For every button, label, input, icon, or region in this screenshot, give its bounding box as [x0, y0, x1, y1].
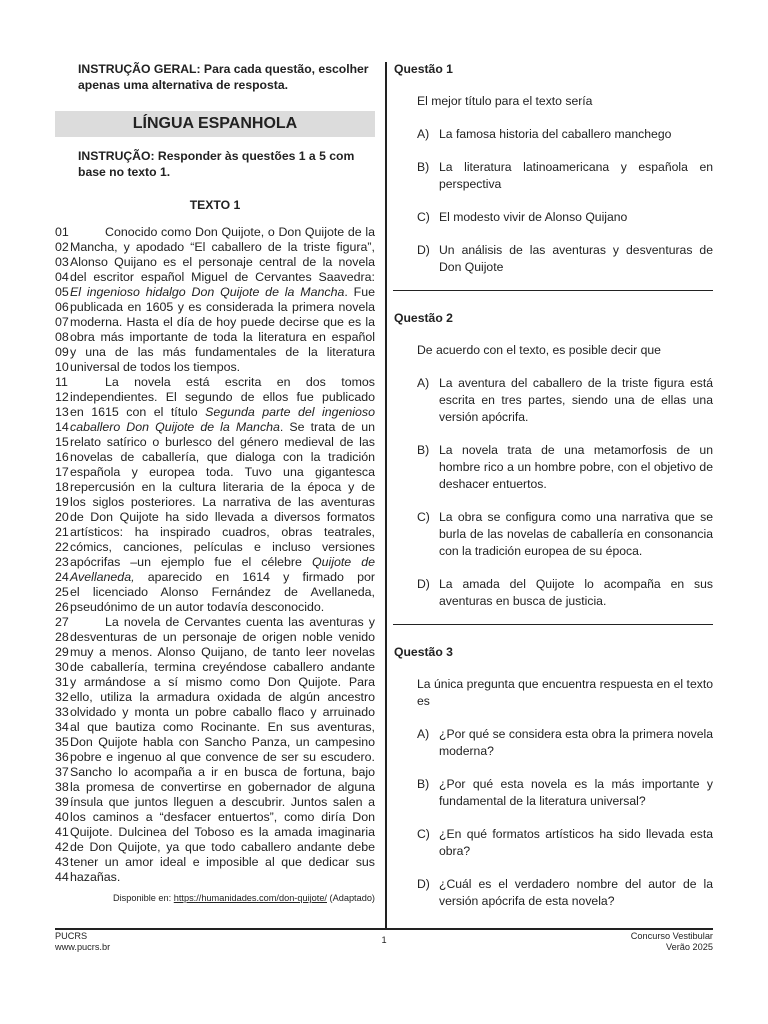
footer-exam: Concurso Vestibular: [630, 931, 713, 941]
option-text: ¿En qué formatos artísticos ha sido llevada esta obra?: [439, 827, 713, 858]
line-number: 09: [55, 345, 69, 360]
text-segment: artísticos: ha inspirado cuadros, obras teatrales,: [70, 525, 375, 540]
text-segment: tener un amor ideal e imposible al que dedicar sus: [70, 855, 375, 870]
line-number: 11: [55, 375, 68, 390]
option-letter: B): [417, 443, 430, 457]
text-segment: aparecido en 1614 y firmado por: [134, 570, 375, 585]
line-number: 13: [55, 405, 69, 420]
question-1: [393, 62, 713, 276]
text-line: [55, 450, 375, 465]
text-line: [55, 240, 375, 255]
line-number: 08: [55, 330, 69, 345]
text-line: [55, 510, 375, 525]
line-number: 21: [55, 525, 69, 540]
text-line: [55, 810, 375, 825]
text-line: [55, 600, 375, 615]
text-line: [55, 735, 375, 750]
line-number: 19: [55, 495, 69, 510]
line-text: [69, 840, 375, 855]
text-segment: publicada en 1605 y es considerada la primera novela: [70, 300, 375, 315]
line-text: [69, 540, 375, 555]
text-line: [55, 465, 375, 480]
text-line: [55, 840, 375, 855]
question-separator: [393, 624, 713, 625]
line-number: 12: [55, 390, 69, 405]
italic-title: Segunda parte del ingenioso: [205, 405, 376, 420]
answer-option[interactable]: [393, 509, 713, 560]
text-line: [55, 390, 375, 405]
line-number: 22: [55, 540, 69, 555]
option-text: La literatura latinoamericana y española en perspectiva: [439, 160, 713, 191]
text-line: [55, 330, 375, 345]
line-number: 15: [55, 435, 69, 450]
option-text: La obra se configura como una narrativa que se burla de las novelas de caballería en consonancia con la tradición europea de su época.: [439, 510, 713, 558]
text-line: [55, 570, 375, 585]
line-text: [69, 465, 375, 480]
source-citation: [55, 893, 375, 903]
source-suffix: (Adaptado): [326, 893, 375, 904]
text-segment: . Se trata de un: [279, 420, 375, 435]
line-text: [69, 510, 375, 525]
answer-option[interactable]: [393, 209, 713, 226]
text-line: [55, 300, 375, 315]
right-column: [393, 62, 713, 910]
line-number: 37: [55, 765, 69, 780]
text-line: [55, 525, 375, 540]
source-link[interactable]: https://humanidades.com/don-quijote/: [173, 893, 327, 904]
text-line: [55, 285, 375, 300]
line-number: 35: [55, 735, 69, 750]
option-letter: D): [417, 577, 430, 591]
option-letter: B): [417, 160, 430, 174]
line-text: [69, 810, 375, 825]
line-number: 03: [55, 255, 69, 270]
footer-left: [55, 931, 110, 953]
line-text: [69, 855, 375, 870]
text-instruction: INSTRUÇÃO: Responder às questões 1 a 5 com base no texto 1.: [78, 149, 355, 179]
question-title: Questão 2: [394, 311, 453, 325]
line-text: [69, 495, 375, 510]
text-line: [55, 405, 375, 420]
option-text: La famosa historia del caballero manchego: [439, 127, 672, 141]
text-segment: ínsula que juntos lleguen a descubrir. Juntos salen a: [70, 795, 375, 810]
reading-text: [55, 225, 375, 885]
line-number: 14: [55, 420, 69, 435]
line-text: [69, 405, 375, 420]
line-text: [69, 375, 375, 390]
line-number: 30: [55, 660, 69, 675]
line-text: [69, 525, 375, 540]
line-number: 42: [55, 840, 69, 855]
text-line: [55, 660, 375, 675]
subject-heading: LÍNGUA ESPANHOLA: [55, 111, 375, 137]
line-text: [69, 870, 375, 885]
text-line: [55, 690, 375, 705]
question-stem: El mejor título para el texto sería: [417, 94, 593, 108]
text-line: [55, 315, 375, 330]
italic-title: El ingenioso hidalgo Don Quijote de la Mancha: [70, 285, 345, 300]
text-line: [55, 555, 375, 570]
text-segment: desventuras de un personaje de origen noble venido: [70, 630, 375, 645]
column-divider: [385, 62, 387, 928]
line-number: 25: [55, 585, 69, 600]
line-number: 40: [55, 810, 69, 825]
question-stem: La única pregunta que encuentra respuesta en el texto es: [417, 677, 713, 708]
line-text: [69, 690, 375, 705]
line-text: [69, 600, 375, 615]
text-line: [55, 750, 375, 765]
line-text: [69, 720, 375, 735]
option-letter: A): [417, 127, 430, 141]
text-segment: de Don Quijote, ya que todo caballero andante debe: [70, 840, 375, 855]
line-text: [69, 225, 375, 240]
text-segment: cómics, canciones, películas e incluso versiones: [70, 540, 375, 555]
text-segment: Conocido como Don Quijote, o Don Quijote de la: [105, 225, 375, 240]
text-segment: los siglos posteriores. La narrativa de las aventuras: [70, 495, 375, 510]
text-segment: del escritor español Miguel de Cervantes Saavedra:: [70, 270, 375, 285]
line-text: [69, 330, 375, 345]
text-line: [55, 225, 375, 240]
line-text: [69, 825, 375, 840]
option-letter: C): [417, 827, 430, 841]
option-text: La amada del Quijote lo acompaña en sus aventuras en busca de justicia.: [439, 577, 713, 608]
text-segment: española y europea toda. Tuvo una gigantesca: [70, 465, 375, 480]
line-number: 36: [55, 750, 69, 765]
text-line: [55, 795, 375, 810]
text-segment: los caminos a “desfacer entuertos”, como diría Don: [70, 810, 375, 825]
text-line: [55, 495, 375, 510]
text-segment: hazañas.: [70, 870, 121, 885]
text-line: [55, 870, 375, 885]
text-segment: olvidado y monta un pobre caballo flaco y arruinado: [70, 705, 375, 720]
question-stem: De acuerdo con el texto, es posible decir que: [417, 343, 661, 357]
text-line: [55, 705, 375, 720]
footer-right: [560, 931, 713, 953]
text-segment: Don Quijote habla con Sancho Panza, un campesino: [70, 735, 375, 750]
line-text: [69, 360, 375, 375]
line-number: 34: [55, 720, 69, 735]
line-number: 38: [55, 780, 69, 795]
text-segment: Alonso Quijano es el personaje central de la novela: [70, 255, 375, 270]
text-segment: pseudónimo de un autor todavía desconocido.: [70, 600, 325, 615]
text-segment: La novela está escrita en dos tomos: [105, 375, 375, 390]
option-letter: A): [417, 727, 430, 741]
line-text: [69, 390, 375, 405]
question-title: Questão 1: [394, 62, 453, 76]
text-title: TEXTO 1: [189, 198, 241, 213]
line-text: [69, 570, 375, 585]
answer-option[interactable]: [393, 442, 713, 493]
line-text: [69, 285, 375, 300]
text-segment: Sancho lo acompaña a ir en busca de fortuna, bajo: [70, 765, 375, 780]
text-segment: de caballería, termina creyéndose caballero andante: [70, 660, 375, 675]
text-segment: de Don Quijote ha sido llevada a diversos formatos: [70, 510, 375, 525]
line-text: [69, 240, 375, 255]
line-text: [69, 255, 375, 270]
text-segment: la promesa de convertirse en gobernador de alguna: [70, 780, 375, 795]
text-segment: muy a menos. Alonso Quijano, de tanto leer novelas: [70, 645, 375, 660]
line-number: 07: [55, 315, 69, 330]
text-line: [55, 765, 375, 780]
option-letter: D): [417, 877, 430, 891]
line-text: [69, 435, 375, 450]
text-line: [55, 480, 375, 495]
line-text: [69, 555, 375, 570]
line-text: [69, 585, 375, 600]
italic-title: Quijote de: [311, 555, 375, 570]
line-text: [69, 630, 375, 645]
line-text: [69, 300, 375, 315]
option-text: El modesto vivir de Alonso Quijano: [439, 210, 628, 224]
text-line: [55, 540, 375, 555]
answer-option[interactable]: [393, 375, 713, 426]
line-text: [69, 270, 375, 285]
answer-option[interactable]: [393, 159, 713, 193]
line-text: [69, 750, 375, 765]
line-number: 20: [55, 510, 69, 525]
text-line: [55, 360, 375, 375]
line-text: [69, 735, 375, 750]
line-text: [69, 675, 375, 690]
option-letter: C): [417, 210, 430, 224]
footer-org: PUCRS: [55, 931, 88, 941]
answer-option[interactable]: [393, 242, 713, 276]
text-line: [55, 435, 375, 450]
option-text: ¿Por qué esta novela es la más importante y fundamental de la literatura universal?: [439, 777, 713, 808]
footer-site: www.pucrs.br: [55, 942, 111, 952]
line-number: 29: [55, 645, 69, 660]
line-text: [69, 660, 375, 675]
italic-title: Avellaneda,: [70, 570, 135, 585]
text-segment: apócrifas –un ejemplo fue el célebre: [70, 555, 312, 570]
text-line: [55, 255, 375, 270]
text-line: [55, 630, 375, 645]
option-letter: D): [417, 243, 430, 257]
line-number: 18: [55, 480, 69, 495]
line-text: [69, 780, 375, 795]
line-text: [69, 450, 375, 465]
text-segment: Quijote. Dulcinea del Toboso es la amada imaginaria: [70, 825, 375, 840]
line-number: 17: [55, 465, 69, 480]
text-segment: moderna. Hasta el día de hoy puede decirse que es la: [70, 315, 375, 330]
text-segment: La novela de Cervantes cuenta las aventuras y: [105, 615, 375, 630]
text-line: [55, 675, 375, 690]
text-segment: al que bautiza como Rocinante. En sus aventuras,: [70, 720, 375, 735]
option-text: La novela trata de una metamorfosis de un hombre rico a un hombre pobre, con el objetivo de deshacer entuertos.: [439, 443, 713, 491]
line-text: [69, 705, 375, 720]
footer-rule: [55, 928, 713, 930]
line-text: [69, 315, 375, 330]
line-number: 06: [55, 300, 69, 315]
text-line: [55, 720, 375, 735]
line-text: [69, 795, 375, 810]
text-segment: pobre e ingenuo al que convence de ser su escudero.: [70, 750, 375, 765]
line-text: [69, 480, 375, 495]
line-number: 28: [55, 630, 69, 645]
line-text: [69, 765, 375, 780]
line-number: 32: [55, 690, 69, 705]
option-text: Un análisis de las aventuras y desventuras de Don Quijote: [439, 243, 713, 274]
line-number: 05: [55, 285, 69, 300]
line-number: 39: [55, 795, 69, 810]
text-line: [55, 420, 375, 435]
line-number: 10: [55, 360, 69, 375]
option-text: ¿Cuál es el verdadero nombre del autor de la versión apócrifa de esta novela?: [439, 877, 713, 908]
italic-title: caballero Don Quijote de la Mancha: [70, 420, 280, 435]
text-segment: y una de las más fundamentales de la literatura: [70, 345, 375, 360]
text-segment: en 1615 con el título: [70, 405, 206, 420]
option-letter: B): [417, 777, 430, 791]
line-text: [69, 615, 375, 630]
line-number: 24: [55, 570, 69, 585]
line-number: 44: [55, 870, 69, 885]
question-2: [393, 311, 713, 610]
line-number: 04: [55, 270, 69, 285]
text-line: [55, 780, 375, 795]
text-line: [55, 825, 375, 840]
answer-option[interactable]: [393, 126, 713, 143]
option-text: La aventura del caballero de la triste figura está escrita en tres partes, siendo una de ellas una versión apócrifa.: [439, 376, 713, 424]
text-line: [55, 645, 375, 660]
text-segment: obra más importante de toda la literatura en español: [70, 330, 375, 345]
text-segment: universal de todos los tiempos.: [70, 360, 241, 375]
text-line: [55, 375, 375, 390]
general-instruction: INSTRUÇÃO GERAL: Para cada questão, escolher apenas uma alternativa de resposta.: [78, 62, 369, 92]
line-number: 02: [55, 240, 69, 255]
footer-season: Verão 2025: [665, 942, 713, 952]
answer-option[interactable]: [393, 876, 713, 910]
line-number: 27: [55, 615, 69, 630]
line-number: 01: [55, 225, 69, 240]
left-column: [55, 62, 375, 903]
text-segment: . Fue: [344, 285, 375, 300]
question-title: Questão 3: [394, 645, 453, 659]
line-number: 41: [55, 825, 69, 840]
line-number: 23: [55, 555, 69, 570]
page-number: 1: [381, 935, 387, 945]
option-letter: C): [417, 510, 430, 524]
answer-option[interactable]: [393, 776, 713, 810]
line-number: 43: [55, 855, 69, 870]
text-segment: ello, utiliza la armadura oxidada de algún ancestro: [70, 690, 375, 705]
line-number: 33: [55, 705, 69, 720]
text-segment: independientes. El segundo de ellos fue publicado: [70, 390, 375, 405]
text-segment: novelas de caballería, que dialoga con la tradición: [70, 450, 375, 465]
text-segment: Mancha, y apodado “El caballero de la triste figura”,: [70, 240, 375, 255]
line-text: [69, 345, 375, 360]
line-text: [69, 420, 375, 435]
option-letter: A): [417, 376, 430, 390]
text-line: [55, 615, 375, 630]
option-text: ¿Por qué se considera esta obra la primera novela moderna?: [439, 727, 713, 758]
line-number: 26: [55, 600, 69, 615]
line-text: [69, 645, 375, 660]
line-number: 31: [55, 675, 69, 690]
text-segment: repercusión en la cultura literaria de la época y de: [70, 480, 375, 495]
text-line: [55, 855, 375, 870]
text-line: [55, 585, 375, 600]
text-segment: y armándose a sí mismo como Don Quijote. Para: [70, 675, 375, 690]
answer-option[interactable]: [393, 726, 713, 760]
answer-option[interactable]: [393, 826, 713, 860]
text-line: [55, 345, 375, 360]
text-segment: relato satírico o burlesco del género medieval de las: [70, 435, 375, 450]
question-3: [393, 645, 713, 910]
line-number: 16: [55, 450, 69, 465]
source-prefix: Disponible en:: [112, 893, 174, 904]
text-segment: el licenciado Alonso Fernández de Avellaneda,: [70, 585, 375, 600]
text-line: [55, 270, 375, 285]
question-separator: [393, 290, 713, 291]
answer-option[interactable]: [393, 576, 713, 610]
